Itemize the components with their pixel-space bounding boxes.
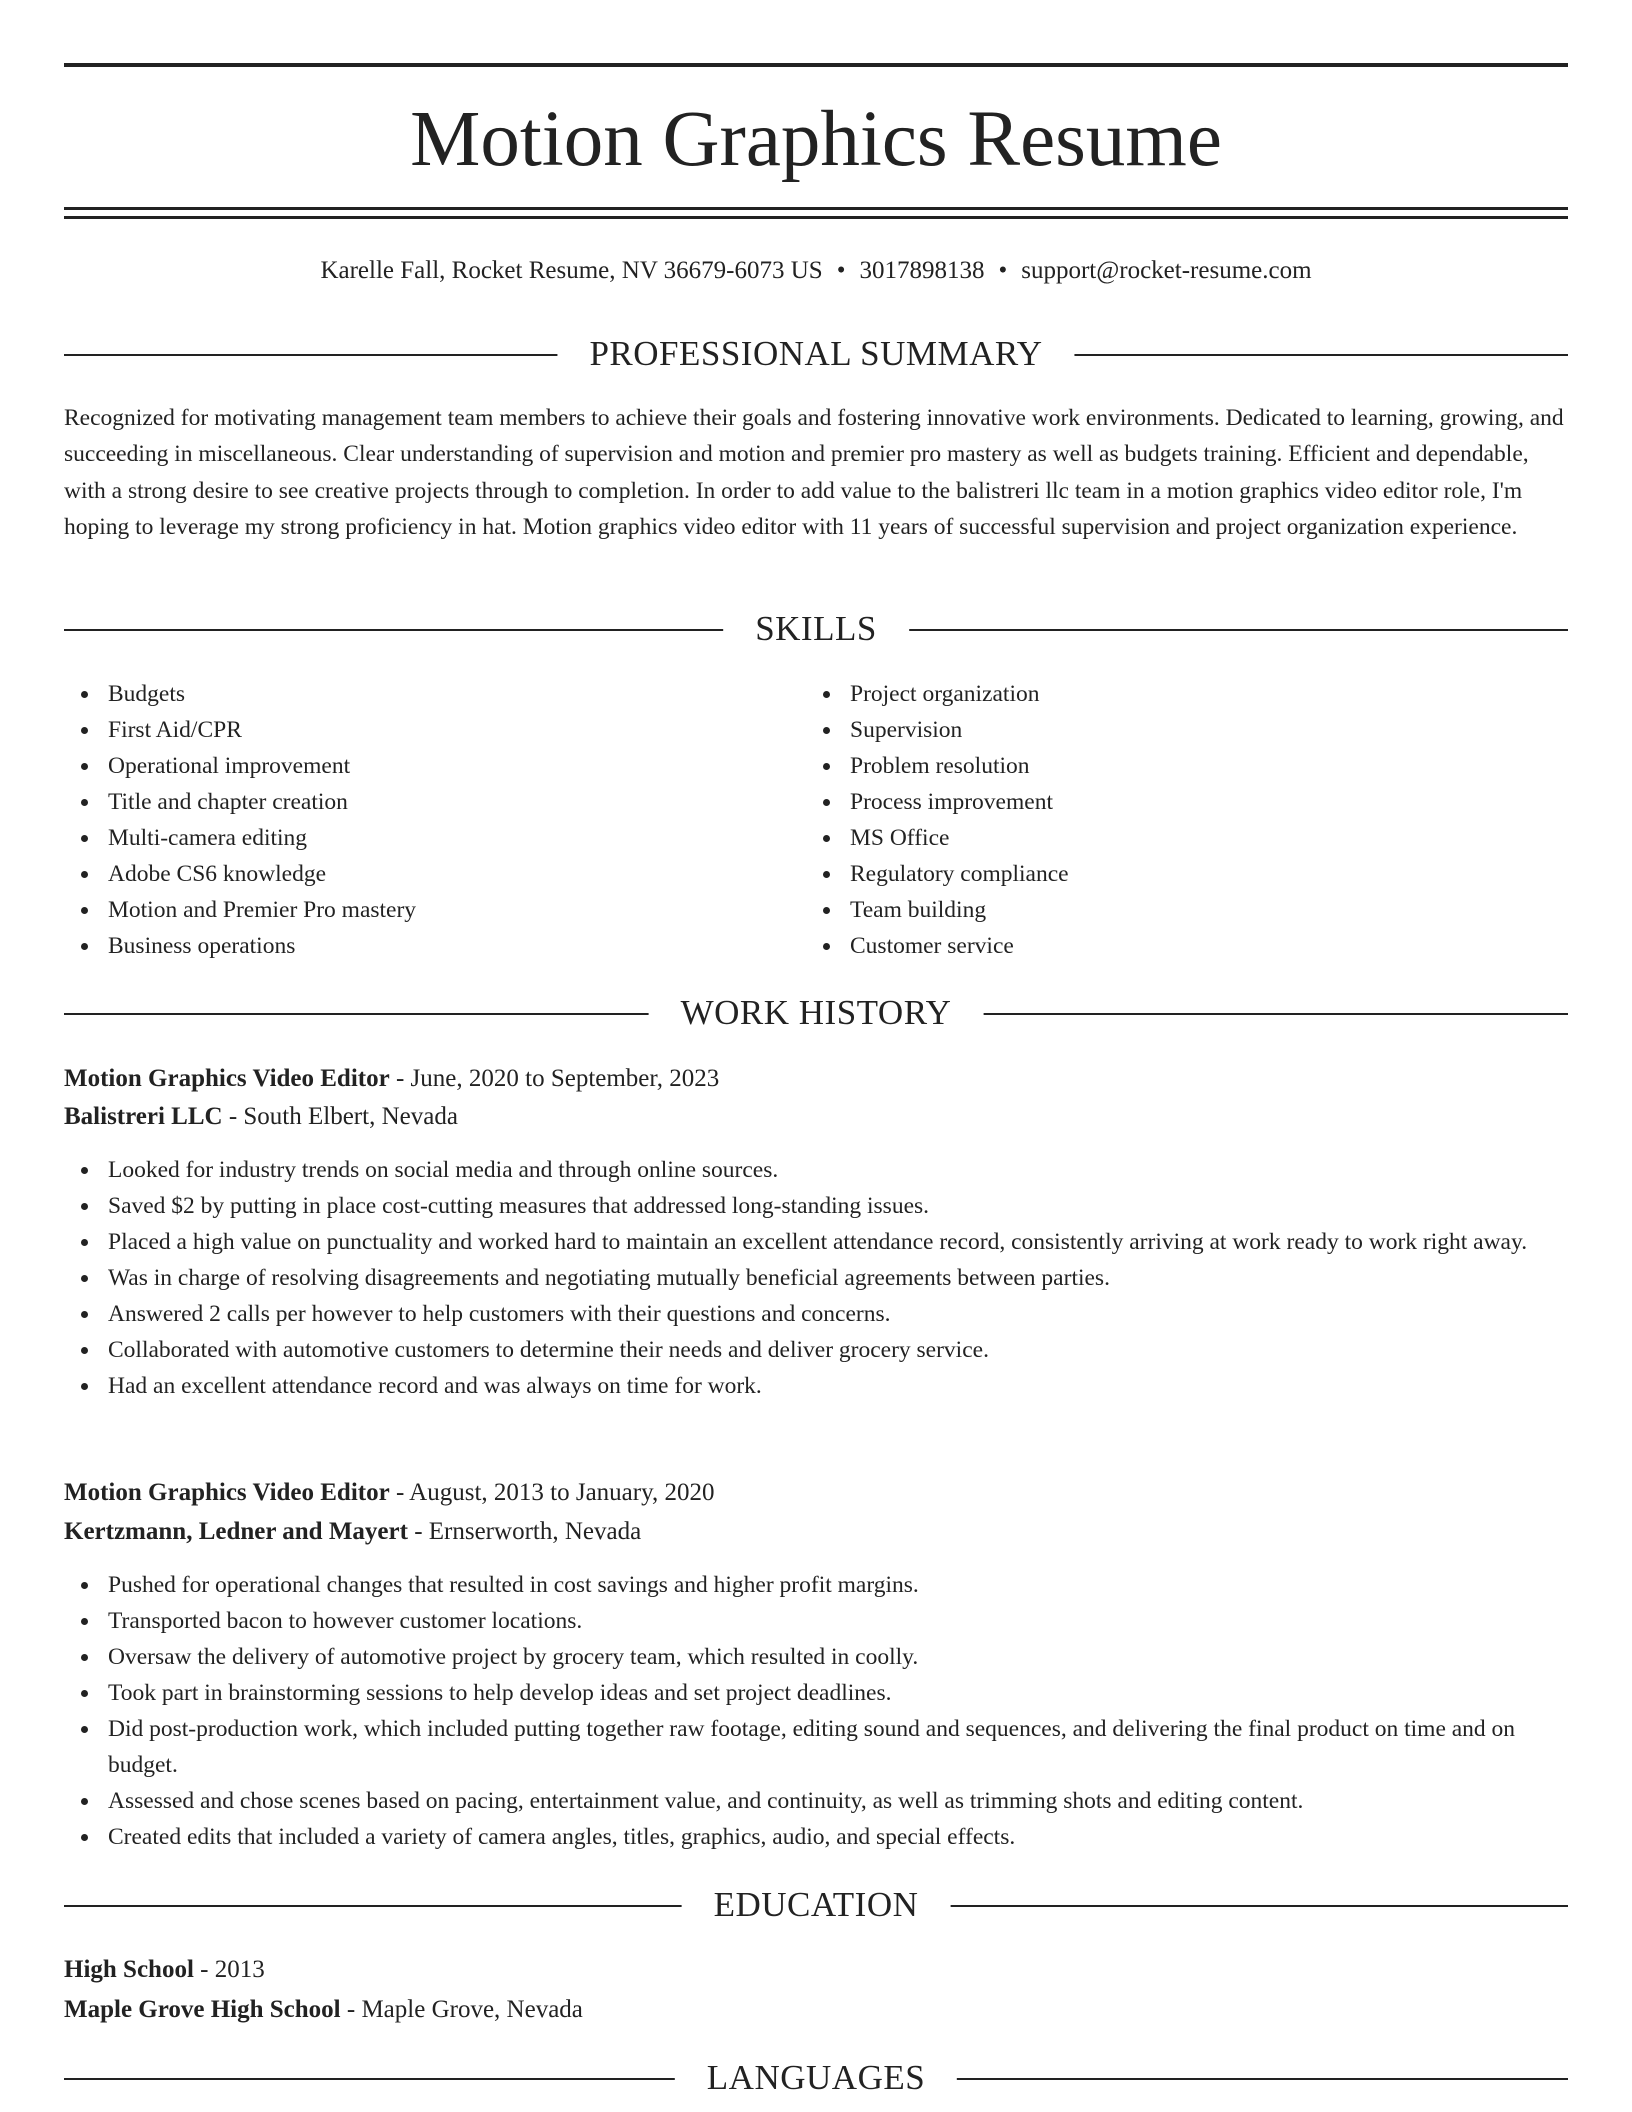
job-company: Balistreri LLC: [64, 1103, 223, 1130]
job-duty: Answered 2 calls per however to help customers with their questions and concerns.: [64, 1296, 1568, 1332]
skill-item: Team building: [806, 892, 1069, 928]
job-title: Motion Graphics Video Editor: [64, 1065, 390, 1092]
section-header-education: [64, 1883, 1568, 1927]
job-dates: - June, 2020 to September, 2023: [389, 1065, 720, 1092]
job-duty: Oversaw the delivery of automotive project by grocery team, which resulted in coolly.: [64, 1639, 1568, 1675]
job-title-line: [64, 1474, 1568, 1512]
job-title-line: [64, 1060, 1568, 1098]
skills-column-1: [64, 676, 416, 964]
contact-address: Karelle Fall, Rocket Resume, NV 36679-6073 US: [320, 257, 823, 284]
skill-item: Multi-camera editing: [64, 820, 416, 856]
job-company-line: [64, 1098, 1568, 1136]
top-rule: [64, 63, 1568, 67]
skill-item: Process improvement: [806, 784, 1069, 820]
skill-item: Business operations: [64, 928, 416, 964]
section-title: PROFESSIONAL SUMMARY: [557, 332, 1074, 376]
skill-item: Adobe CS6 knowledge: [64, 856, 416, 892]
section-header-work: [64, 991, 1568, 1035]
job-duty: Created edits that included a variety of camera angles, titles, graphics, audio, and special effects.: [64, 1819, 1568, 1855]
skill-item: MS Office: [806, 820, 1069, 856]
job-duty: Had an excellent attendance record and was always on time for work.: [64, 1368, 1568, 1404]
skill-item: Motion and Premier Pro mastery: [64, 892, 416, 928]
job-duties-list: [64, 1152, 1568, 1404]
job-duty: Assessed and chose scenes based on pacing, entertainment value, and continuity, as well as trimming shots and editing content.: [64, 1783, 1568, 1819]
skill-item: Project organization: [806, 676, 1069, 712]
summary-text: Recognized for motivating management team members to achieve their goals and fostering innovative work environments. Dedicated to learning, growing, and succeeding in miscellaneous. Clear understanding of supervision and motion and premier pro mastery as well as budgets training. Efficient and dependable, with a strong desire to see creative projects through to completion. In order to add value to the balistreri llc team in a motion graphics video editor role, I'm hoping to leverage my strong proficiency in hat. Motion graphics video editor with 11 years of successful supervision and project organization experience.: [64, 405, 1564, 541]
title-double-rule: [64, 207, 1568, 219]
job-duty: Pushed for operational changes that resulted in cost savings and higher profit margins.: [64, 1567, 1568, 1603]
education-degree-line: [64, 1951, 1568, 1989]
section-title: WORK HISTORY: [649, 991, 984, 1035]
skill-item: Operational improvement: [64, 748, 416, 784]
section-header-languages: [64, 2056, 1568, 2100]
section-title: EDUCATION: [682, 1883, 951, 1927]
job-duty: Transported bacon to however customer locations.: [64, 1603, 1568, 1639]
job-dates: - August, 2013 to January, 2020: [389, 1479, 715, 1506]
skill-item: First Aid/CPR: [64, 712, 416, 748]
job-duty: Saved $2 by putting in place cost-cutting measures that addressed long-standing issues.: [64, 1188, 1568, 1224]
contact-email: support@rocket-resume.com: [1021, 257, 1312, 284]
skill-item: Regulatory compliance: [806, 856, 1069, 892]
section-title: LANGUAGES: [675, 2056, 957, 2100]
skill-item: Customer service: [806, 928, 1069, 964]
education-year: - 2013: [193, 1956, 265, 1983]
job-duty: Collaborated with automotive customers to determine their needs and deliver grocery service.: [64, 1332, 1568, 1368]
job-location: - South Elbert, Nevada: [222, 1103, 458, 1130]
education-location: - Maple Grove, Nevada: [340, 1996, 583, 2023]
job-duty: Was in charge of resolving disagreements and negotiating mutually beneficial agreements between parties.: [64, 1260, 1568, 1296]
education-school: Maple Grove High School: [64, 1996, 341, 2023]
job-duty: Placed a high value on punctuality and worked hard to maintain an excellent attendance record, consistently arriving at work ready to work right away.: [64, 1224, 1568, 1260]
skill-item: Supervision: [806, 712, 1069, 748]
job-duties-list: [64, 1567, 1568, 1855]
contact-line: [64, 253, 1568, 289]
skill-item: Title and chapter creation: [64, 784, 416, 820]
skill-item: Budgets: [64, 676, 416, 712]
contact-separator: •: [836, 257, 846, 284]
section-title: SKILLS: [723, 607, 909, 651]
education-school-line: [64, 1991, 1568, 2029]
job-title: Motion Graphics Video Editor: [64, 1479, 390, 1506]
skills-column-2: [806, 676, 1069, 964]
job-location: - Ernserworth, Nevada: [407, 1518, 642, 1545]
job-duty: Looked for industry trends on social media and through online sources.: [64, 1152, 1568, 1188]
job-duty: Did post-production work, which included putting together raw footage, editing sound and sequences, and delivering the final product on time and on budget.: [64, 1711, 1568, 1783]
section-header-skills: [64, 607, 1568, 651]
job-company: Kertzmann, Ledner and Mayert: [64, 1518, 408, 1545]
resume-title: Motion Graphics Resume: [410, 96, 1222, 183]
skill-item: Problem resolution: [806, 748, 1069, 784]
section-header-summary: [64, 332, 1568, 376]
contact-phone: 3017898138: [859, 257, 985, 284]
job-duty: Took part in brainstorming sessions to help develop ideas and set project deadlines.: [64, 1675, 1568, 1711]
job-company-line: [64, 1513, 1568, 1551]
contact-separator: •: [998, 257, 1008, 284]
education-degree: High School: [64, 1956, 194, 1983]
